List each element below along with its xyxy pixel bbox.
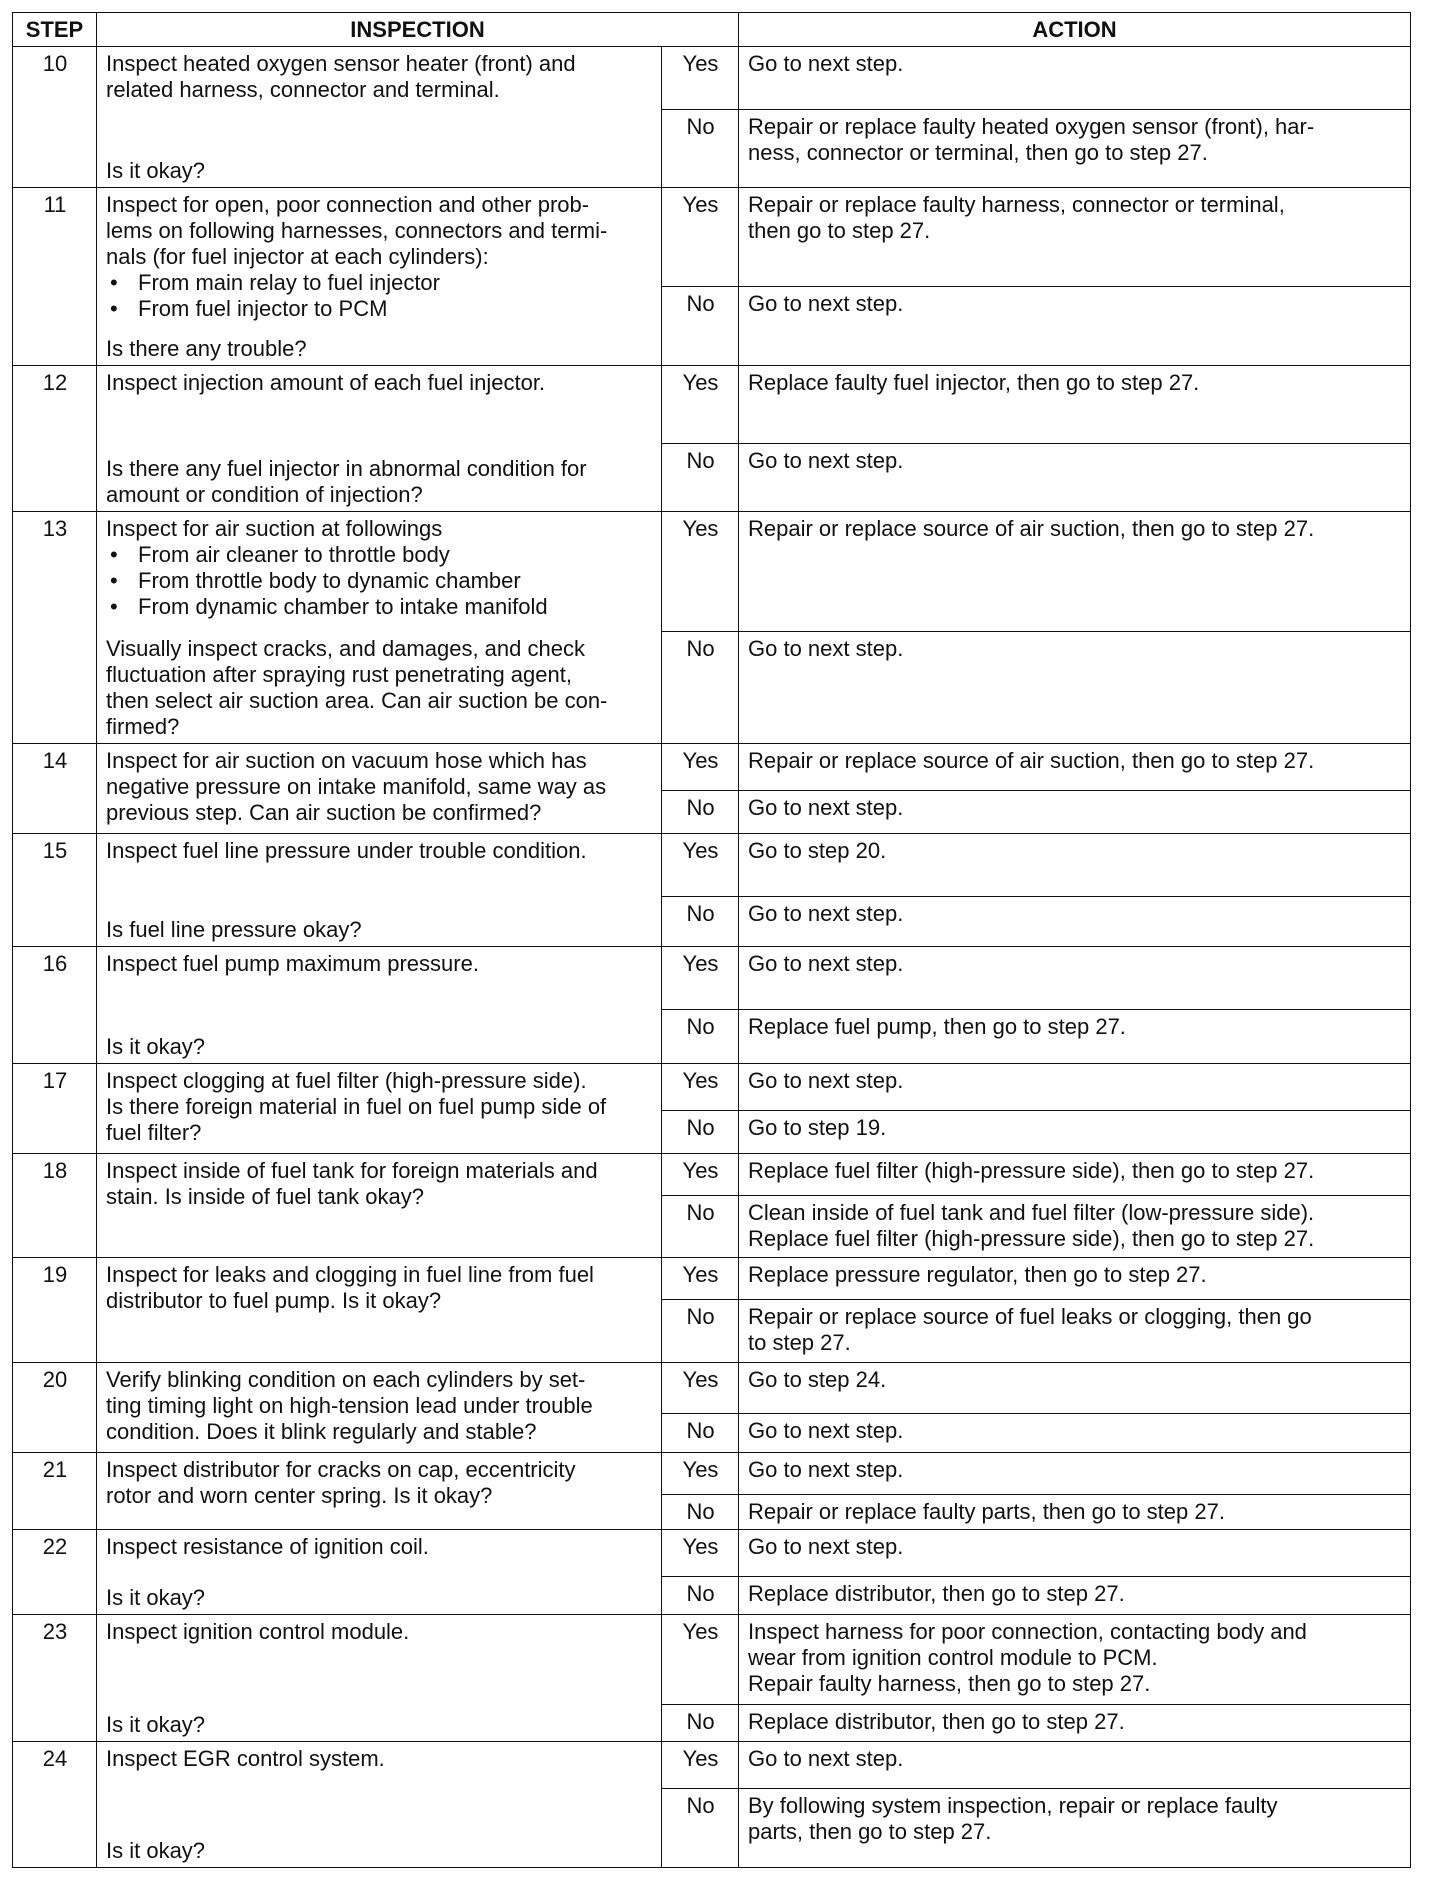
inspection-cell	[97, 834, 662, 947]
no-action-line: Go to next step.	[748, 1418, 904, 1444]
inspection-line: Verify blinking condition on each cylinders by set-	[106, 1366, 586, 1392]
yes-label: Yes	[662, 1742, 739, 1789]
yes-action-line: then go to step 27.	[748, 218, 931, 244]
inspection-question	[106, 456, 653, 508]
table-row	[13, 1614, 1411, 1704]
table-row	[13, 744, 1411, 791]
no-action-line: Go to next step.	[748, 291, 904, 317]
yes-action	[739, 1614, 1411, 1704]
yes-label: Yes	[662, 512, 739, 632]
yes-action-line: Replace faulty fuel injector, then go to step 27.	[748, 369, 1200, 395]
yes-action-line: Repair or replace source of air suction, then go to step 27.	[748, 748, 1315, 774]
inspection-question	[106, 1585, 653, 1611]
yes-label: Yes	[662, 834, 739, 897]
inspection-line: Inspect clogging at fuel filter (high-pressure side).	[106, 1068, 587, 1094]
yes-label: Yes	[662, 1064, 739, 1111]
step-number: 10	[13, 47, 97, 188]
inspection-text	[106, 951, 653, 977]
header-inspection: INSPECTION	[97, 13, 739, 47]
inspection-text	[106, 1158, 653, 1210]
yes-action-line: Repair or replace source of air suction, then go to step 27.	[748, 516, 1315, 542]
no-action-line: Replace fuel filter (high-pressure side), then go to step 27.	[748, 1225, 1315, 1251]
inspection-cell	[97, 1064, 662, 1154]
table-row	[13, 188, 1411, 287]
inspection-line: stain. Is inside of fuel tank okay?	[106, 1183, 424, 1209]
bullet-icon: •	[110, 568, 118, 594]
inspection-line: condition. Does it blink regularly and stable?	[106, 1418, 537, 1444]
inspection-cell	[97, 188, 662, 366]
bullet-text: From throttle body to dynamic chamber	[138, 568, 521, 594]
inspection-line: negative pressure on intake manifold, same way as	[106, 774, 607, 800]
table-row	[13, 1258, 1411, 1300]
no-action-line: Replace distributor, then go to step 27.	[748, 1581, 1125, 1607]
step-number: 24	[13, 1742, 97, 1868]
step-number: 16	[13, 946, 97, 1063]
no-action-line: Go to next step.	[748, 795, 904, 821]
yes-action	[739, 1452, 1411, 1494]
no-label: No	[662, 896, 739, 946]
inspection-content	[106, 1158, 653, 1255]
no-action	[739, 896, 1411, 946]
inspection-line: Inspect fuel pump maximum pressure.	[106, 950, 479, 976]
no-action	[739, 1195, 1411, 1258]
inspection-cell	[97, 1153, 662, 1258]
inspection-cell	[97, 1530, 662, 1615]
no-action	[739, 287, 1411, 365]
inspection-text	[106, 516, 653, 620]
no-action-line: Replace distributor, then go to step 27.	[748, 1708, 1125, 1734]
bullet-item	[106, 270, 653, 296]
yes-action	[739, 744, 1411, 791]
inspection-content	[106, 1262, 653, 1359]
bullet-text: From fuel injector to PCM	[138, 296, 388, 322]
question-line: Is fuel line pressure okay?	[106, 916, 362, 942]
yes-action	[739, 1362, 1411, 1413]
bullet-text: From dynamic chamber to intake manifold	[138, 594, 548, 620]
step-number: 19	[13, 1258, 97, 1363]
no-action-line: Go to step 19.	[748, 1115, 887, 1141]
question-line: Visually inspect cracks, and damages, and check	[106, 636, 585, 662]
header-step: STEP	[13, 13, 97, 47]
yes-action	[739, 834, 1411, 897]
table-row	[13, 1530, 1411, 1577]
step-number: 23	[13, 1614, 97, 1742]
no-action-line: Repair or replace faulty parts, then go to step 27.	[748, 1498, 1225, 1524]
step-number: 21	[13, 1452, 97, 1529]
inspection-question	[106, 636, 653, 740]
yes-action	[739, 1742, 1411, 1789]
inspection-question	[106, 158, 653, 184]
no-label: No	[662, 444, 739, 512]
inspection-content	[106, 748, 653, 830]
inspection-content	[106, 1457, 653, 1526]
inspection-cell	[97, 946, 662, 1063]
inspection-text	[106, 1262, 653, 1314]
yes-label: Yes	[662, 1614, 739, 1704]
yes-action-line: Replace pressure regulator, then go to step 27.	[748, 1262, 1207, 1288]
inspection-line: Is there foreign material in fuel on fuel pump side of	[106, 1094, 607, 1120]
no-action	[739, 1414, 1411, 1453]
yes-action-line: wear from ignition control module to PCM.	[748, 1644, 1158, 1670]
inspection-content	[106, 51, 653, 184]
no-action	[739, 109, 1411, 187]
inspection-text	[106, 1457, 653, 1509]
question-line: Is there any fuel injector in abnormal condition for	[106, 456, 587, 482]
inspection-line: Inspect injection amount of each fuel injector.	[106, 369, 546, 395]
inspection-text	[106, 1534, 653, 1560]
no-label: No	[662, 1789, 739, 1868]
bullet-text: From main relay to fuel injector	[138, 270, 440, 296]
no-action	[739, 1009, 1411, 1063]
no-label: No	[662, 1111, 739, 1154]
troubleshooting-page	[12, 12, 1416, 1880]
yes-label: Yes	[662, 1153, 739, 1195]
table-row	[13, 1064, 1411, 1111]
no-action-line: Replace fuel pump, then go to step 27.	[748, 1013, 1126, 1039]
table-row	[13, 834, 1411, 897]
inspection-cell	[97, 1362, 662, 1452]
question-line: Is it okay?	[106, 1712, 206, 1738]
yes-action-line: Inspect harness for poor connection, contacting body and	[748, 1618, 1307, 1644]
question-line: Is there any trouble?	[106, 335, 307, 361]
yes-label: Yes	[662, 188, 739, 287]
table-row	[13, 512, 1411, 632]
yes-action	[739, 365, 1411, 443]
inspection-line: fuel filter?	[106, 1120, 202, 1146]
bullet-item	[106, 594, 653, 620]
inspection-line: Inspect EGR control system.	[106, 1746, 385, 1772]
inspection-cell	[97, 744, 662, 834]
table-body	[13, 47, 1411, 1868]
no-action	[739, 1704, 1411, 1742]
no-label: No	[662, 1300, 739, 1363]
yes-action	[739, 512, 1411, 632]
inspection-line: Inspect for open, poor connection and other prob-	[106, 192, 590, 218]
step-number: 14	[13, 744, 97, 834]
yes-label: Yes	[662, 47, 739, 110]
inspection-question	[106, 336, 653, 362]
no-action	[739, 1300, 1411, 1363]
inspection-line: Inspect for leaks and clogging in fuel line from fuel	[106, 1262, 594, 1288]
inspection-line: Inspect distributor for cracks on cap, eccentricity	[106, 1456, 576, 1482]
table-row	[13, 1362, 1411, 1413]
table-row	[13, 365, 1411, 443]
no-label: No	[662, 632, 739, 744]
inspection-text	[106, 370, 653, 396]
step-number: 15	[13, 834, 97, 947]
inspection-cell	[97, 512, 662, 744]
table-row	[13, 1742, 1411, 1789]
inspection-cell	[97, 1452, 662, 1529]
no-label: No	[662, 1009, 739, 1063]
step-number: 20	[13, 1362, 97, 1452]
inspection-cell	[97, 1614, 662, 1742]
yes-label: Yes	[662, 1362, 739, 1413]
question-line: Is it okay?	[106, 1584, 206, 1610]
no-action-line: Clean inside of fuel tank and fuel filter (low-pressure side).	[748, 1199, 1315, 1225]
inspection-content	[106, 192, 653, 362]
yes-action-line: Go to step 24.	[748, 1366, 887, 1392]
question-line: then select air suction area. Can air suction be con-	[106, 688, 608, 714]
yes-label: Yes	[662, 946, 739, 1009]
inspection-text	[106, 1746, 653, 1772]
table-row	[13, 946, 1411, 1009]
yes-label: Yes	[662, 365, 739, 443]
bullet-item	[106, 296, 653, 322]
step-number: 22	[13, 1530, 97, 1615]
step-number: 11	[13, 188, 97, 366]
yes-action-line: Go to step 20.	[748, 838, 887, 864]
inspection-line: Inspect inside of fuel tank for foreign materials and	[106, 1157, 598, 1183]
yes-action-line: Repair faulty harness, then go to step 27.	[748, 1670, 1151, 1696]
inspection-line: Inspect for air suction at followings	[106, 516, 443, 542]
table-row	[13, 1452, 1411, 1494]
inspection-content	[106, 1534, 653, 1611]
no-label: No	[662, 1704, 739, 1742]
no-action-line: to step 27.	[748, 1330, 851, 1356]
bullet-item	[106, 568, 653, 594]
bullet-icon: •	[110, 594, 118, 620]
no-label: No	[662, 1414, 739, 1453]
inspection-line: ting timing light on high-tension lead under trouble	[106, 1392, 593, 1418]
no-action-line: parts, then go to step 27.	[748, 1819, 992, 1845]
question-line: firmed?	[106, 714, 180, 740]
inspection-cell	[97, 1742, 662, 1868]
no-label: No	[662, 109, 739, 187]
yes-action-line: Go to next step.	[748, 1456, 904, 1482]
bullet-icon: •	[110, 270, 118, 296]
question-line: Is it okay?	[106, 158, 206, 184]
diagnostic-table	[12, 12, 1411, 1868]
yes-action	[739, 1530, 1411, 1577]
inspection-line: related harness, connector and terminal.	[106, 77, 500, 102]
step-number: 13	[13, 512, 97, 744]
yes-action	[739, 1064, 1411, 1111]
table-header-row	[13, 13, 1411, 47]
inspection-text	[106, 1619, 653, 1645]
no-label: No	[662, 1195, 739, 1258]
inspection-text	[106, 1068, 653, 1146]
inspection-content	[106, 516, 653, 740]
yes-action	[739, 1258, 1411, 1300]
inspection-line: distributor to fuel pump. Is it okay?	[106, 1288, 442, 1314]
inspection-content	[106, 1746, 653, 1864]
yes-action-line: Go to next step.	[748, 51, 904, 76]
no-action-line: By following system inspection, repair or replace faulty	[748, 1793, 1278, 1819]
step-number: 18	[13, 1153, 97, 1258]
inspection-content	[106, 370, 653, 508]
header-action: ACTION	[739, 13, 1411, 47]
no-label: No	[662, 1577, 739, 1615]
yes-action-line: Go to next step.	[748, 1746, 904, 1772]
inspection-line: Inspect fuel line pressure under trouble condition.	[106, 838, 587, 864]
yes-action	[739, 1153, 1411, 1195]
yes-label: Yes	[662, 1258, 739, 1300]
inspection-line: lems on following harnesses, connectors and termi-	[106, 218, 608, 244]
inspection-text	[106, 51, 653, 103]
inspection-line: nals (for fuel injector at each cylinders):	[106, 244, 489, 270]
no-action-line: Repair or replace source of fuel leaks or clogging, then go	[748, 1304, 1312, 1330]
question-line: fluctuation after spraying rust penetrating agent,	[106, 662, 572, 688]
inspection-cell	[97, 365, 662, 511]
no-action	[739, 444, 1411, 512]
inspection-line: rotor and worn center spring. Is it okay?	[106, 1482, 493, 1508]
inspection-text	[106, 838, 653, 864]
no-action	[739, 1789, 1411, 1868]
no-label: No	[662, 1494, 739, 1530]
inspection-text	[106, 748, 653, 826]
no-action	[739, 1111, 1411, 1154]
inspection-line: Inspect heated oxygen sensor heater (front) and	[106, 51, 576, 76]
inspection-question	[106, 1034, 653, 1060]
yes-action	[739, 946, 1411, 1009]
no-action	[739, 791, 1411, 834]
inspection-content	[106, 1367, 653, 1449]
no-action-line: Go to next step.	[748, 900, 904, 926]
inspection-content	[106, 1068, 653, 1150]
inspection-question	[106, 1838, 653, 1864]
question-line: Is it okay?	[106, 1838, 206, 1863]
no-action	[739, 632, 1411, 744]
inspection-cell	[97, 1258, 662, 1363]
yes-action	[739, 47, 1411, 110]
inspection-text	[106, 192, 653, 322]
yes-label: Yes	[662, 1452, 739, 1494]
inspection-line: Inspect resistance of ignition coil.	[106, 1534, 429, 1560]
yes-action-line: Go to next step.	[748, 950, 904, 976]
yes-action-line: Repair or replace faulty harness, connector or terminal,	[748, 192, 1285, 218]
inspection-question	[106, 1712, 653, 1738]
bullet-text: From air cleaner to throttle body	[138, 542, 450, 568]
no-action	[739, 1494, 1411, 1530]
step-number: 17	[13, 1064, 97, 1154]
inspection-line: Inspect for air suction on vacuum hose which has	[106, 748, 587, 774]
no-action-line: Go to next step.	[748, 448, 904, 474]
bullet-item	[106, 542, 653, 568]
inspection-question	[106, 917, 653, 943]
inspection-content	[106, 951, 653, 1060]
no-label: No	[662, 287, 739, 365]
step-number: 12	[13, 365, 97, 511]
question-line: amount or condition of injection?	[106, 482, 423, 508]
no-action-line: ness, connector or terminal, then go to step 27.	[748, 139, 1208, 165]
inspection-line: previous step. Can air suction be confirmed?	[106, 800, 542, 826]
yes-action-line: Go to next step.	[748, 1534, 904, 1560]
yes-action	[739, 188, 1411, 287]
yes-action-line: Go to next step.	[748, 1068, 904, 1094]
no-label: No	[662, 791, 739, 834]
no-action-line: Go to next step.	[748, 636, 904, 662]
no-action-line: Repair or replace faulty heated oxygen sensor (front), har-	[748, 113, 1315, 139]
inspection-content	[106, 1619, 653, 1739]
question-line: Is it okay?	[106, 1034, 206, 1060]
bullet-icon: •	[110, 296, 118, 322]
inspection-text	[106, 1367, 653, 1445]
yes-action-line: Replace fuel filter (high-pressure side), then go to step 27.	[748, 1157, 1315, 1183]
yes-label: Yes	[662, 1530, 739, 1577]
table-row	[13, 47, 1411, 110]
yes-label: Yes	[662, 744, 739, 791]
no-action	[739, 1577, 1411, 1615]
inspection-cell	[97, 47, 662, 188]
bullet-icon: •	[110, 542, 118, 568]
inspection-line: Inspect ignition control module.	[106, 1618, 410, 1644]
inspection-content	[106, 838, 653, 943]
table-row	[13, 1153, 1411, 1195]
